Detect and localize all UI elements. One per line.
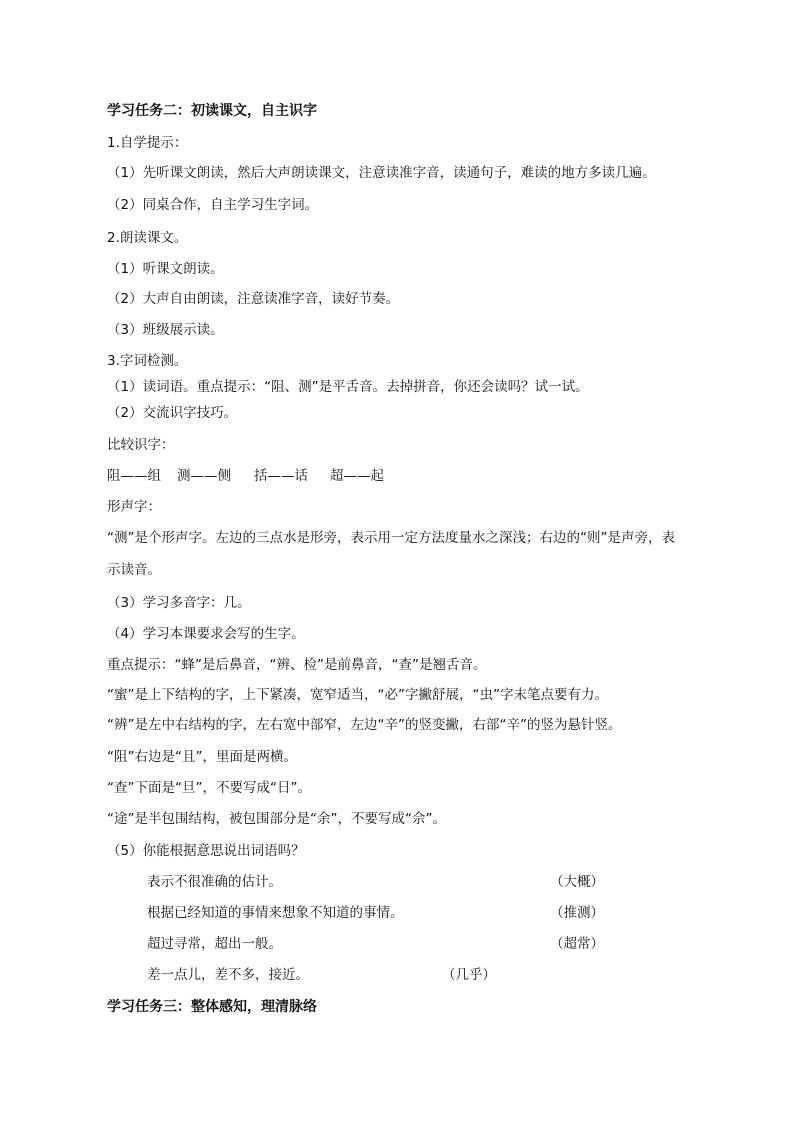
compare-pair: 括——话	[254, 468, 308, 484]
key-point-4: “阻”右边是“且”，里面是两横。	[107, 749, 297, 765]
compare-pair: 测——侧	[177, 468, 231, 484]
task2-heading: 学习任务二：初读课文，自主识字	[107, 103, 317, 119]
phono-title: 形声字：	[107, 499, 161, 515]
vocab-answer-4: （几乎）	[442, 967, 496, 983]
key-point-6: “途”是半包围结构，被包围部分是“余”，不要写成“佘”。	[107, 811, 446, 827]
vocab-answer-2: （推测）	[550, 905, 604, 921]
reading-item-3: （3）班级展示读。	[107, 322, 224, 338]
word-check-title: 3.字词检测。	[107, 353, 188, 369]
reading-title: 2.朗读课文。	[107, 230, 188, 246]
self-study-item-2: （2）同桌合作，自主学习生字词。	[107, 197, 319, 213]
reading-item-1: （1）听课文朗读。	[107, 261, 224, 277]
vocab-meaning-3: 超过寻常，超出一般。	[147, 936, 282, 952]
vocab-meaning-1: 表示不很准确的估计。	[147, 874, 282, 890]
self-study-title: 1.自学提示：	[107, 135, 188, 151]
reading-item-2: （2）大声自由朗读，注意读准字音，读好节奏。	[107, 291, 400, 307]
phono-text-line-2: 示读音。	[107, 562, 161, 578]
polyphone-item: （3）学习多音字：几。	[107, 595, 251, 611]
compare-pairs-row	[107, 467, 407, 485]
phono-text-line-1: “测”是个形声字。左边的三点水是形旁，表示用一定方法度量水之深浅；右边的“则”是声旁，表	[107, 530, 675, 546]
vocab-title: （5）你能根据意思说出词语吗？	[107, 843, 305, 859]
self-study-item-1: （1）先听课文朗读，然后大声朗读课文，注意读准字音，读通句子，难读的地方多读几遍。	[107, 165, 656, 181]
vocab-answer-3: （超常）	[550, 936, 604, 952]
compare-pair: 阻——组	[107, 468, 161, 484]
compare-title: 比较识字：	[107, 437, 175, 453]
write-chars-item: （4）学习本课要求会写的生字。	[107, 626, 305, 642]
word-check-item-2: （2）交流识字技巧。	[107, 405, 238, 421]
compare-pair: 超——起	[330, 468, 384, 484]
key-point-3: “辨”是左中右结构的字，左右宽中部窄，左边“辛”的竖变撇，右部“辛”的竖为悬针竖。	[107, 717, 622, 733]
vocab-meaning-4: 差一点儿，差不多，接近。	[147, 967, 309, 983]
key-point-1: 重点提示：“蜂”是后鼻音，“辨、检”是前鼻音，“查”是翘舌音。	[107, 657, 487, 673]
vocab-meaning-2: 根据已经知道的事情来想象不知道的事情。	[147, 905, 404, 921]
key-point-5: “查”下面是“旦”，不要写成“日”。	[107, 780, 311, 796]
word-check-item-1: （1）读词语。重点提示：“阻、测”是平舌音。去掉拼音，你还会读吗？试一试。	[107, 379, 589, 395]
vocab-answer-1: （大概）	[550, 874, 604, 890]
task3-heading: 学习任务三：整体感知，理清脉络	[107, 999, 317, 1015]
key-point-2: “蜜”是上下结构的字，上下紧凑，宽窄适当，“必”字撇舒展，“虫”字末笔点要有力。	[107, 687, 608, 703]
